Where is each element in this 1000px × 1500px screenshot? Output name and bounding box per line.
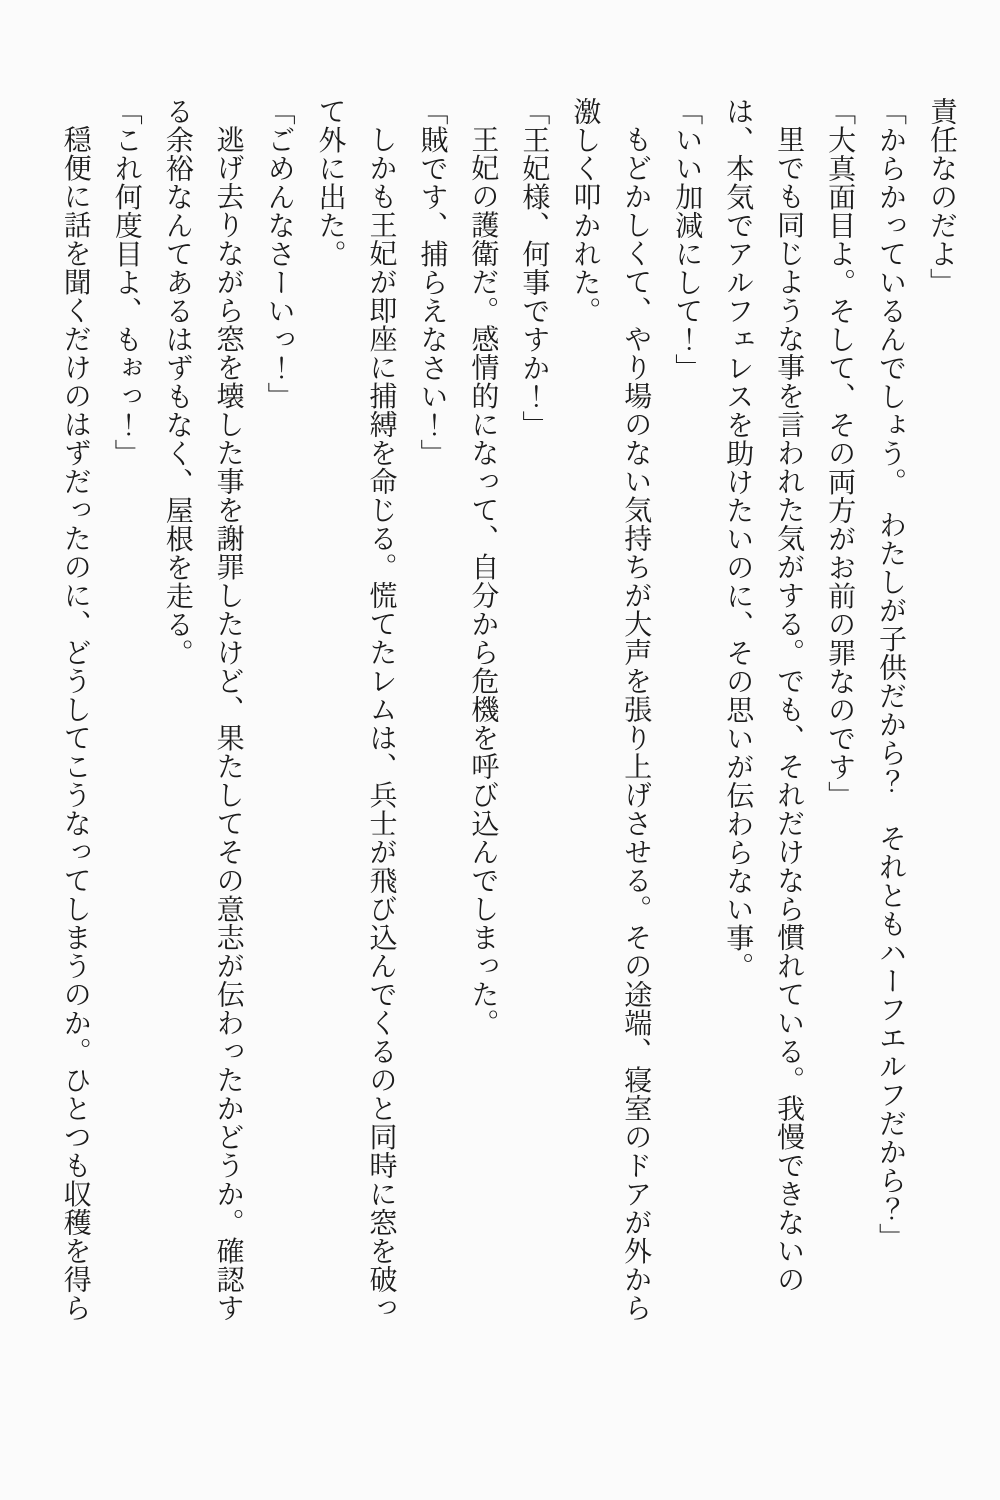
narration-paragraph: 穏便に話を聞くだけのはずだったのに、どうしてこうなってしまうのか。ひとつも収穫を得ら <box>59 125 91 1322</box>
dialogue-paragraph: 「ごめんなさーいっ！」 <box>263 97 295 411</box>
dialogue-paragraph: 「これ何度目よ、もぉっ！」 <box>110 97 142 468</box>
narration-paragraph: 王妃の護衛だ。感情的になって、自分から危機を呼び込んでしまった。 <box>467 125 499 1037</box>
dialogue-paragraph: 「大真面目よ。そして、その両方がお前の罪なのです」 <box>824 97 856 810</box>
dialogue-paragraph: 「王妃様、何事ですか！」 <box>518 97 550 439</box>
narration-paragraph: 逃げ去りながら窓を壊した事を謝罪したけど、果たしてその意志が伝わったかどうか。確認する余裕なんてあるはずもなく、屋根を走る。 <box>161 97 244 1322</box>
narration-paragraph: 里でも同じような事を言われた気がする。でも、それだけなら慣れている。我慢できないのは、本気でアルフェレスを助けたいのに、その思いが伝わらない事。 <box>722 97 805 1294</box>
text-block <box>49 97 966 1323</box>
dialogue-paragraph: 「いい加減にして！」 <box>671 97 703 382</box>
dialogue-paragraph: 「からかっているんでしょう。 わたしが子供だから？ それともハーフエルフだから？」 <box>875 97 907 1252</box>
narration-paragraph: 責任なのだよ」 <box>926 97 957 297</box>
narration-paragraph: しかも王妃が即座に捕縛を命じる。慌てたレムは、兵士が飛び込んでくるのと同時に窓を破って外に出た。 <box>314 97 397 1322</box>
narration-paragraph: もどかしくて、やり場のない気持ちが大声を張り上げさせる。その途端、寝室のドアが外から激しく叩かれた。 <box>569 97 652 1322</box>
dialogue-paragraph: 「賊です、捕らえなさい！」 <box>416 97 448 468</box>
